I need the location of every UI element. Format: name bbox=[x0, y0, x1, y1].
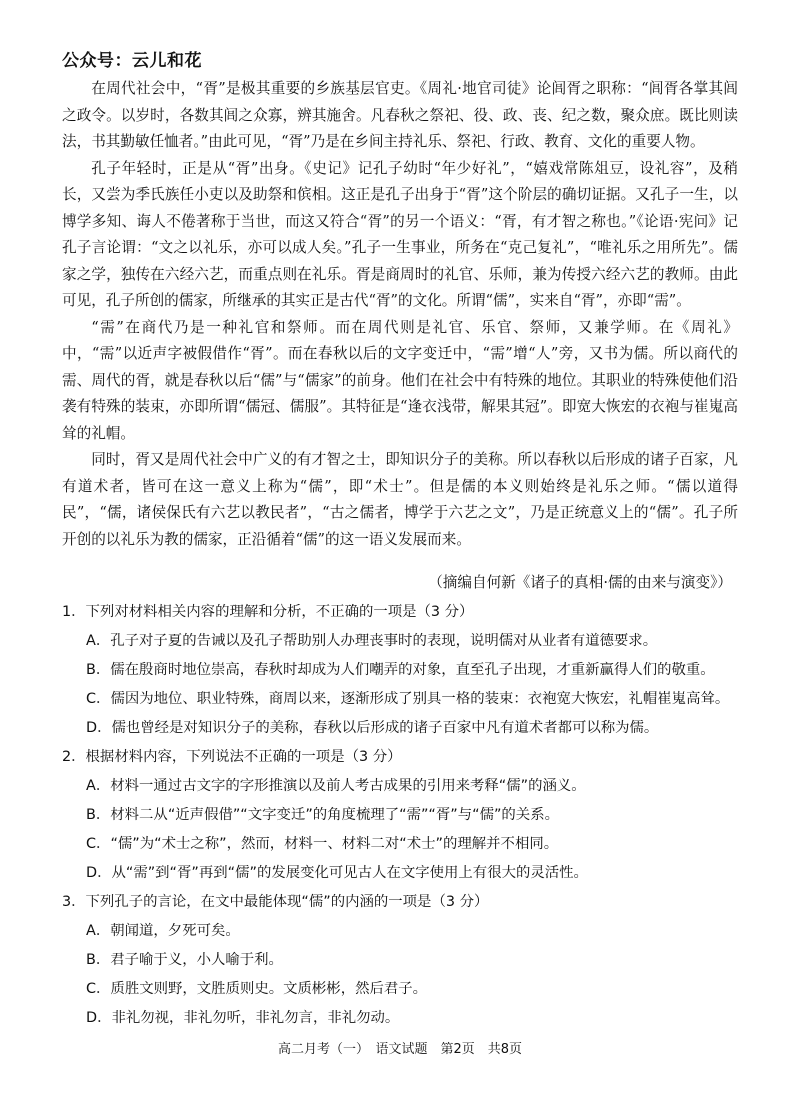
option-b: B．君子喻于义，小人喻于利。 bbox=[86, 952, 283, 968]
option-a: A．朝闻道，夕死可矣。 bbox=[86, 923, 240, 939]
option-c: C．“儒”为“术士之称”，然而，材料一、材料二对“术士”的理解并不相同。 bbox=[86, 836, 559, 852]
reading-passage bbox=[62, 76, 738, 553]
passage-paragraph-3: “需”在商代乃是一种礼官和祭师。而在周代则是礼官、乐官、祭师，又兼学师。在《周礼》中，“需”以近声字被假借作“胥”。而在春秋以后的文字变迁中，“需”增“人”旁，又书为儒。所以商代的需、周代的胥，就是春秋以后“儒”与“儒家”的前身。他们在社会中有特殊的地位。其职业的特殊使他们沿袭有特殊的装束，亦即所谓“儒冠、儒服”。其特征是“逢衣浅带，解果其冠”。即宽大恢宏的衣袍与崔嵬高耸的礼帽。 bbox=[62, 318, 738, 442]
passage-paragraph-4: 同时，胥又是周代社会中广义的有才智之士，即知识分子的美称。所以春秋以后形成的诸子百家，凡有道术者，皆可在这一意义上称为“儒”，即“术士”。但是儒的本义则始终是礼乐之师。“儒以道得民”，“儒，诸侯保氏有六艺以教民者”，“古之儒者，博学于六艺之文”，乃是正统意义上的“儒”。孔子所开创的以礼乐为教的儒家，正沿循着“儒”的这一语义发展而来。 bbox=[62, 451, 738, 548]
option-a: A．材料一通过古文字的字形推演以及前人考古成果的引用来考释“儒”的涵义。 bbox=[86, 778, 586, 794]
option-d: D．非礼勿视，非礼勿听，非礼勿言，非礼勿动。 bbox=[86, 1010, 400, 1026]
question-2 bbox=[62, 743, 762, 888]
option-a: A．孔子对子夏的告诫以及孔子帮助别人办理丧事时的表现，说明儒对从业者有道德要求。 bbox=[86, 633, 658, 649]
question-stem: 2．根据材料内容，下列说法不正确的一项是（3 分） bbox=[62, 749, 402, 765]
passage-paragraph-2: 孔子年轻时，正是从“胥”出身。《史记》记孔子幼时“年少好礼”，“嬉戏常陈俎豆，设礼容”，及稍长，又尝为季氏族任小吏以及助祭和傧相。这正是孔子出身于“胥”这个阶层的确切证据。又孔子一生，以博学多知、诲人不倦著称于当世，而这又符合“胥”的另一个语义：“胥，有才智之称也。”《论语·宪问》记孔子言论谓：“文之以礼乐，亦可以成人矣。”孔子一生事业，所务在“克己复礼”，“唯礼乐之用所先”。儒家之学，独传在六经六艺，而重点则在礼乐。胥是商周时的礼官、乐师，兼为传授六经六艺的教师。由此可见，孔子所创的儒家，所继承的其实正是古代“胥”的文化。所谓“儒”，实来自“胥”，亦即“需”。 bbox=[62, 159, 738, 309]
question-list bbox=[62, 598, 762, 1033]
page-footer: 高二月考（一） 语文试题 第2页 共8页 bbox=[277, 1042, 523, 1057]
question-stem: 1．下列对材料相关内容的理解和分析，不正确的一项是（3 分） bbox=[62, 604, 474, 620]
option-b: B．儒在殷商时地位崇高，春秋时却成为人们嘲弄的对象，直至孔子出现，才重新赢得人们的敬重。 bbox=[86, 662, 715, 678]
question-3 bbox=[62, 888, 762, 1033]
passage-paragraph-1: 在周代社会中，“胥”是极其重要的乡族基层官吏。《周礼·地官司徒》论闾胥之职称：“闾胥各掌其闾之政令。以岁时，各数其闾之众寡，辨其施舍。凡春秋之祭祀、役、政、丧、纪之数，聚众庶。既比则读法，书其勤敏任恤者。”由此可见，“胥”乃是在乡间主持礼乐、祭祀、行政、教育、文化的重要人物。 bbox=[62, 80, 738, 150]
option-c: C．质胜文则野，文胜质则史。文质彬彬，然后君子。 bbox=[86, 981, 428, 997]
passage-source: （摘编自何新《诸子的真相·儒的由来与演变》） bbox=[428, 574, 732, 591]
option-d: D．从“需”到“胥”再到“儒”的发展变化可见古人在文字使用上有很大的灵活性。 bbox=[86, 865, 588, 881]
question-1 bbox=[62, 598, 762, 743]
option-c: C．儒因为地位、职业特殊，商周以来，逐渐形成了别具一格的装束：衣袍宽大恢宏，礼帽崔嵬高耸。 bbox=[86, 691, 730, 707]
question-stem: 3．下列孔子的言论，在文中最能体现“儒”的内涵的一项是（3 分） bbox=[62, 894, 489, 910]
account-header: 公众号：云儿和花 bbox=[62, 51, 202, 71]
option-b: B．材料二从“近声假借”“文字变迁”的角度梳理了“需”“胥”与“儒”的关系。 bbox=[86, 807, 559, 823]
option-d: D．儒也曾经是对知识分子的美称，春秋以后形成的诸子百家中凡有道术者都可以称为儒。 bbox=[86, 720, 659, 736]
